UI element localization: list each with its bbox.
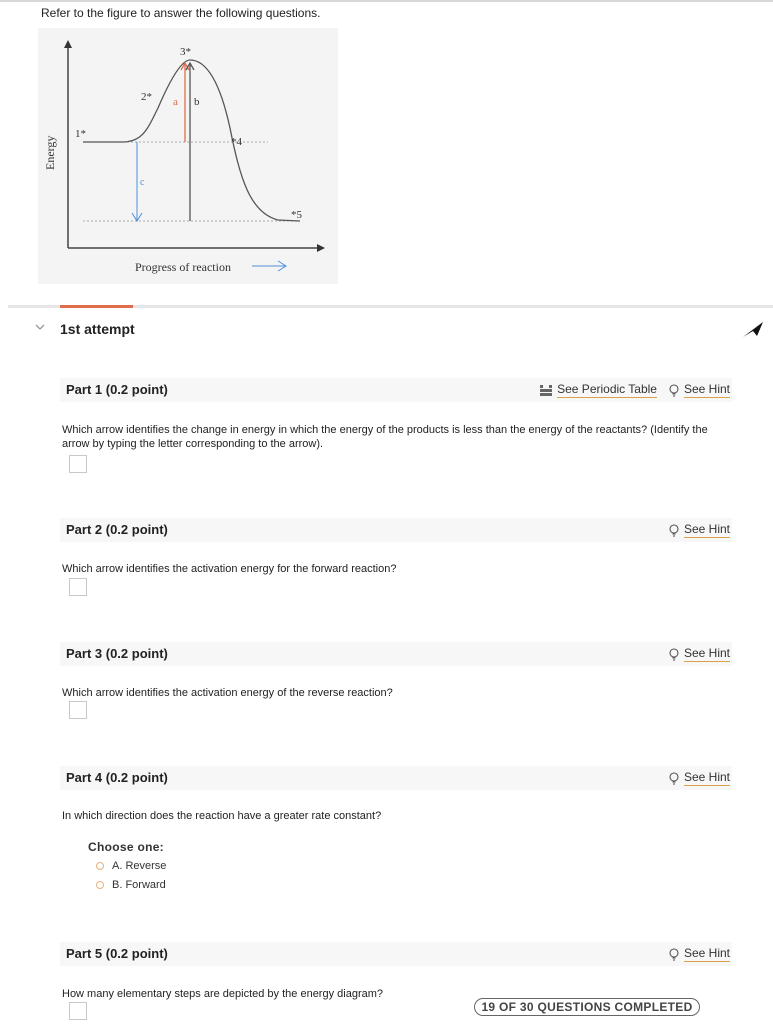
part-2-title: Part 2 (0.2 point) — [66, 522, 168, 537]
point-label-5: *5 — [291, 209, 302, 221]
part-1-answer-input[interactable] — [69, 455, 87, 473]
arrow-a-label: a — [173, 96, 178, 108]
lightbulb-icon — [669, 384, 679, 397]
periodic-table-icon — [540, 385, 552, 396]
point-label-3: 3* — [180, 46, 191, 58]
part-5-answer-input[interactable] — [69, 1002, 87, 1020]
choose-one-label: Choose one: — [88, 840, 164, 854]
part-1-links — [540, 382, 730, 398]
see-hint-link[interactable] — [669, 382, 730, 398]
chevron-down-icon[interactable] — [33, 320, 47, 334]
part-5-header — [60, 942, 732, 966]
part-4-question: In which direction does the reaction have a greater rate constant? — [62, 810, 382, 822]
part-3-answer-input[interactable] — [69, 701, 87, 719]
part-1-question: Which arrow identifies the change in energy in which the energy of the products is less than the energy of the reactants? (Identify the arrow by typing the letter corresponding to the arrow). — [62, 424, 708, 450]
questions-completed-badge[interactable]: 19 OF 30 QUESTIONS COMPLETED — [474, 998, 700, 1016]
part-1-title: Part 1 (0.2 point) — [66, 382, 168, 397]
y-axis-label: Energy — [43, 135, 57, 170]
energy-curve — [83, 60, 300, 221]
energy-diagram-figure — [38, 28, 338, 284]
part-4-header — [60, 766, 732, 790]
part-2-header — [60, 518, 732, 542]
part-3-title: Part 3 (0.2 point) — [66, 646, 168, 661]
lightbulb-icon — [669, 948, 679, 961]
option-forward[interactable] — [96, 879, 166, 891]
point-label-2: 2* — [141, 91, 152, 103]
part-1-header — [60, 378, 732, 402]
hint-label: See Hint — [683, 946, 730, 960]
part-2-answer-input[interactable] — [69, 578, 87, 596]
top-border — [0, 0, 773, 2]
option-reverse[interactable] — [96, 860, 166, 872]
part-3-header — [60, 642, 732, 666]
energy-diagram-svg — [38, 28, 338, 284]
see-hint-link[interactable] — [669, 946, 730, 962]
mouse-cursor-icon — [740, 318, 766, 340]
attempt-indicator-bar — [60, 305, 133, 308]
hint-label: See Hint — [683, 770, 730, 784]
option-label: A. Reverse — [112, 860, 167, 872]
part-3-question: Which arrow identifies the activation energy of the reverse reaction? — [62, 687, 393, 699]
lightbulb-icon — [669, 772, 679, 785]
option-label: B. Forward — [112, 879, 166, 891]
attempt-label: 1st attempt — [60, 321, 135, 337]
see-hint-link[interactable] — [669, 646, 730, 662]
x-axis-label: Progress of reaction — [135, 260, 231, 274]
part-3-links — [669, 646, 730, 662]
radio-button[interactable] — [96, 862, 104, 870]
hint-label: See Hint — [683, 522, 730, 536]
point-label-4: *4 — [231, 136, 242, 148]
part-5-question: How many elementary steps are depicted by the energy diagram? — [62, 988, 384, 1000]
y-axis-arrowhead — [64, 40, 72, 48]
point-label-1: 1* — [75, 128, 86, 140]
part-5-links — [669, 946, 730, 962]
arrow-c-label: c — [140, 177, 145, 188]
periodic-table-label: See Periodic Table — [557, 382, 657, 396]
part-2-links — [669, 522, 730, 538]
lightbulb-icon — [669, 524, 679, 537]
x-axis-arrowhead — [317, 244, 325, 252]
intro-text: Refer to the figure to answer the following questions. — [41, 6, 321, 20]
see-periodic-table-link[interactable] — [540, 382, 657, 398]
lightbulb-icon — [669, 648, 679, 661]
part-2-question: Which arrow identifies the activation energy for the forward reaction? — [62, 563, 397, 575]
see-hint-link[interactable] — [669, 770, 730, 786]
part-4-title: Part 4 (0.2 point) — [66, 770, 168, 785]
hint-label: See Hint — [683, 646, 730, 660]
arrow-b-label: b — [194, 96, 200, 108]
part-4-links — [669, 770, 730, 786]
hint-label: See Hint — [683, 382, 730, 396]
radio-button[interactable] — [96, 881, 104, 889]
see-hint-link[interactable] — [669, 522, 730, 538]
part-5-title: Part 5 (0.2 point) — [66, 946, 168, 961]
